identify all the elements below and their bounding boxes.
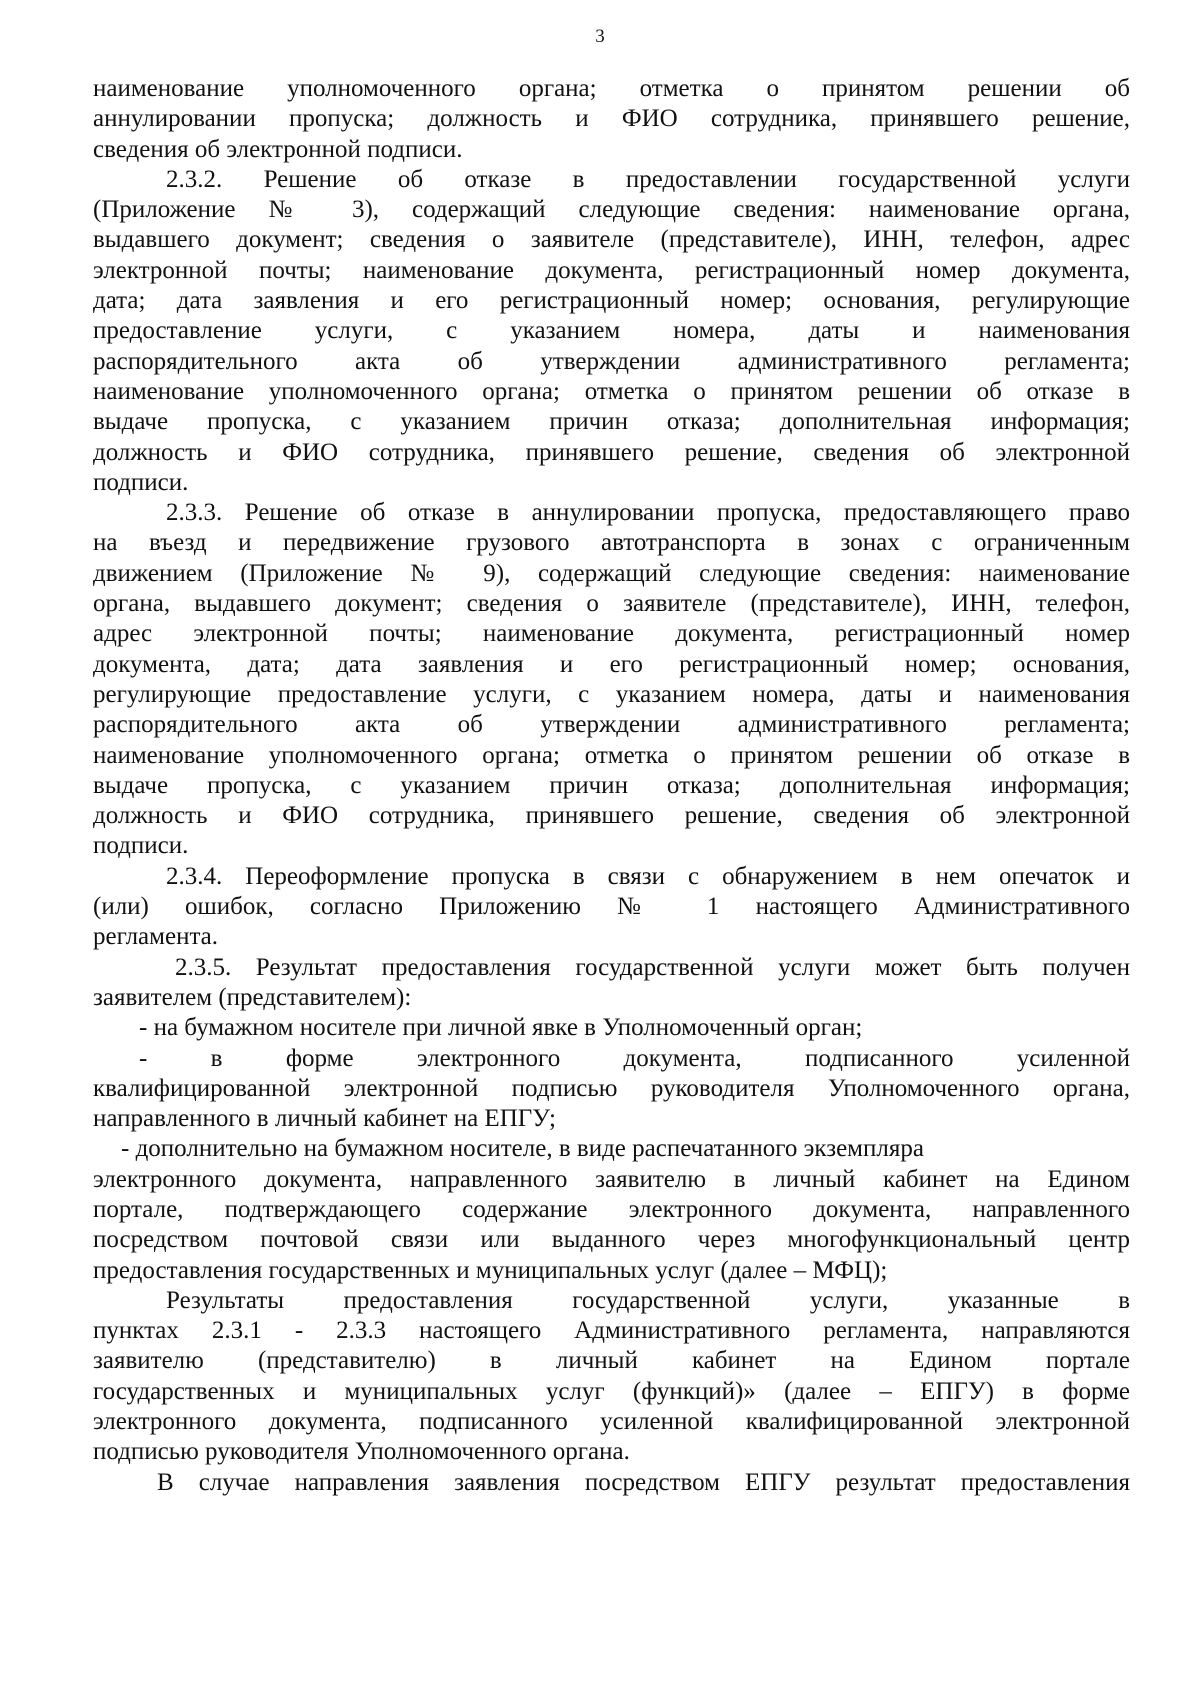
text-line: подписи. bbox=[93, 468, 189, 496]
text-line: сведения об электронной подписи. bbox=[93, 135, 463, 163]
text-line: предоставления государственных и муниципальных услуг (далее – МФЦ); bbox=[93, 1256, 888, 1284]
text-line: движением (Приложение № 9), содержащий следующие сведения: наименование bbox=[93, 559, 1130, 587]
text-line: выдаче пропуска, с указанием причин отказа; дополнительная информация; bbox=[93, 771, 1130, 799]
text-line: предоставление услуги, с указанием номера, даты и наименования bbox=[93, 317, 1130, 345]
text-line: должность и ФИО сотрудника, принявшего решение, сведения об электронной bbox=[93, 802, 1130, 830]
text-line: на въезд и передвижение грузового автотранспорта в зонах с ограниченным bbox=[93, 529, 1130, 557]
text-line: органа, выдавшего документ; сведения о заявителе (представителе), ИНН, телефон, bbox=[93, 590, 1130, 618]
text-line: направленного в личный кабинет на ЕПГУ; bbox=[93, 1105, 556, 1133]
text-line: государственных и муниципальных услуг (функций)» (далее – ЕПГУ) в форме bbox=[93, 1377, 1130, 1405]
text-line: 2.3.4. Переоформление пропуска в связи с обнаружением в нем опечаток и bbox=[166, 862, 1130, 890]
text-line: наименование уполномоченного органа; отметка о принятом решении об отказе в bbox=[93, 377, 1130, 405]
text-line: наименование уполномоченного органа; отметка о принятом решении об отказе в bbox=[93, 741, 1130, 769]
text-line: 2.3.5. Результат предоставления государственной услуги может быть получен bbox=[175, 953, 1130, 981]
text-line: портале, подтверждающего содержание электронного документа, направленного bbox=[93, 1195, 1130, 1223]
text-line: регулирующие предоставление услуги, с указанием номера, даты и наименования bbox=[93, 680, 1130, 708]
text-line: должность и ФИО сотрудника, принявшего решение, сведения об электронной bbox=[93, 438, 1130, 466]
text-line: - дополнительно на бумажном носителе, в виде распечатанного экземпляра bbox=[121, 1135, 924, 1163]
text-line: заявителю (представителю) в личный кабинет на Едином портале bbox=[93, 1347, 1130, 1375]
text-line: посредством почтовой связи или выданного через многофункциональный центр bbox=[93, 1226, 1130, 1254]
text-line: (или) ошибок, согласно Приложению № 1 настоящего Административного bbox=[93, 893, 1130, 921]
text-line: распорядительного акта об утверждении административного регламента; bbox=[93, 711, 1130, 739]
text-line: подписью руководителя Уполномоченного органа. bbox=[93, 1438, 630, 1466]
text-line: электронной почты; наименование документа, регистрационный номер документа, bbox=[93, 256, 1130, 284]
text-line: наименование уполномоченного органа; отметка о принятом решении об bbox=[93, 75, 1130, 102]
text-line: 2.3.2. Решение об отказе в предоставлении государственной услуги bbox=[166, 165, 1130, 193]
text-line: электронного документа, направленного заявителю в личный кабинет на Едином bbox=[93, 1165, 1130, 1193]
text-line: заявителем (представителем): bbox=[93, 983, 412, 1011]
text-line: выдавшего документ; сведения о заявителе (представителе), ИНН, телефон, адрес bbox=[93, 226, 1130, 254]
text-line: дата; дата заявления и его регистрационный номер; основания, регулирующие bbox=[93, 287, 1130, 315]
text-line: - на бумажном носителе при личной явке в Уполномоченный орган; bbox=[139, 1014, 863, 1042]
text-line: электронного документа, подписанного усиленной квалифицированной электронной bbox=[93, 1408, 1130, 1436]
page-number: 3 bbox=[595, 26, 605, 47]
text-line: регламента. bbox=[93, 923, 219, 951]
text-line: адрес электронной почты; наименование документа, регистрационный номер bbox=[93, 620, 1130, 648]
text-line: выдаче пропуска, с указанием причин отказа; дополнительная информация; bbox=[93, 408, 1130, 436]
text-line: квалифицированной электронной подписью руководителя Уполномоченного органа, bbox=[93, 1074, 1130, 1102]
document-body bbox=[93, 74, 1130, 1498]
text-line: Результаты предоставления государственной услуги, указанные в bbox=[166, 1286, 1130, 1314]
text-line: 2.3.3. Решение об отказе в аннулировании пропуска, предоставляющего право bbox=[166, 499, 1130, 527]
text-line: В случае направления заявления посредством ЕПГУ результат предоставления bbox=[157, 1468, 1130, 1496]
text-line: аннулировании пропуска; должность и ФИО сотрудника, принявшего решение, bbox=[93, 105, 1130, 133]
text-line: пунктах 2.3.1 - 2.3.3 настоящего Административного регламента, направляются bbox=[93, 1317, 1130, 1345]
text-line: - в форме электронного документа, подписанного усиленной bbox=[139, 1044, 1130, 1072]
text-line: (Приложение № 3), содержащий следующие сведения: наименование органа, bbox=[93, 196, 1130, 224]
text-line: распорядительного акта об утверждении административного регламента; bbox=[93, 347, 1130, 375]
text-line: документа, дата; дата заявления и его регистрационный номер; основания, bbox=[93, 650, 1130, 678]
text-line: подписи. bbox=[93, 832, 189, 860]
